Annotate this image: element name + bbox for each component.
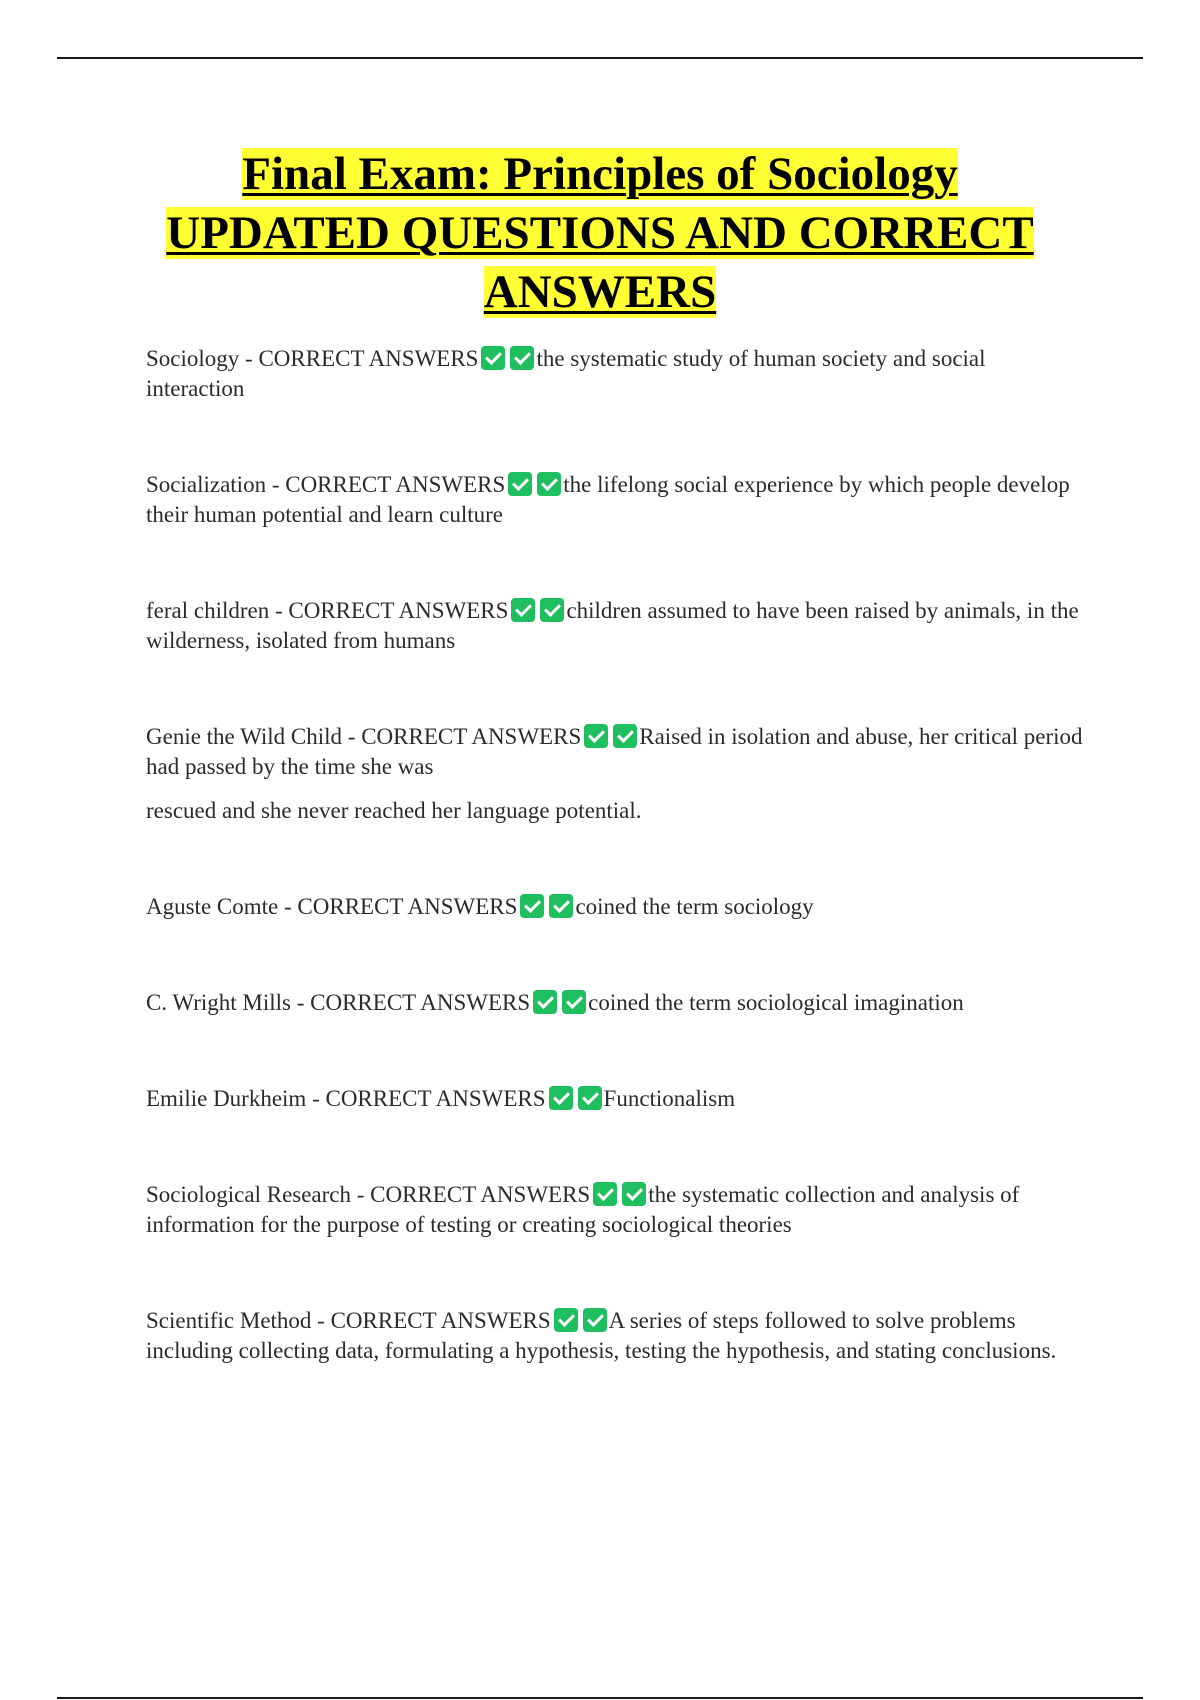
check-mark-icon: [508, 472, 532, 496]
qa-entry-comte: [146, 892, 1086, 922]
check-mark-icon: [533, 990, 557, 1014]
document-title: [120, 145, 1080, 322]
qa-definition: children assumed to have been raised by animals, in the wilderness, isolated from humans: [146, 598, 1079, 653]
qa-term: Socialization - CORRECT ANSWERS: [146, 472, 506, 497]
check-mark-icon: [578, 1086, 602, 1110]
qa-text: [146, 722, 1086, 782]
check-mark-icon: [549, 1086, 573, 1110]
qa-definition: the systematic collection and analysis of information for the purpose of testing or creating sociological theories: [146, 1182, 1020, 1237]
check-mark-icon: [593, 1182, 617, 1206]
qa-text: [146, 1306, 1086, 1366]
check-mark-icon: [549, 894, 573, 918]
check-mark-icon: [481, 346, 505, 370]
title-line-2: UPDATED QUESTIONS AND CORRECT: [166, 207, 1034, 259]
qa-text: [146, 596, 1086, 656]
check-mark-icon: [584, 724, 608, 748]
qa-list: [146, 344, 1086, 1366]
qa-definition: coined the term sociological imagination: [588, 990, 964, 1015]
check-mark-icon: [511, 598, 535, 622]
qa-entry-mills: [146, 988, 1086, 1018]
qa-text: [146, 892, 1086, 922]
top-divider: [57, 57, 1143, 59]
qa-definition: Functionalism: [603, 1086, 736, 1111]
check-mark-icon: [520, 894, 544, 918]
qa-entry-sociology: [146, 344, 1086, 404]
qa-entry-genie: [146, 722, 1086, 826]
qa-text: [146, 988, 1086, 1018]
qa-definition: the lifelong social experience by which people develop their human potential and learn culture: [146, 472, 1070, 527]
title-line-3: ANSWERS: [483, 266, 717, 318]
qa-entry-durkheim: [146, 1084, 1086, 1114]
qa-definition: coined the term sociology: [575, 894, 814, 919]
qa-text: [146, 1084, 1086, 1114]
qa-term: Scientific Method - CORRECT ANSWERS: [146, 1308, 551, 1333]
qa-term: Aguste Comte - CORRECT ANSWERS: [146, 894, 518, 919]
qa-text: [146, 1180, 1086, 1240]
qa-entry-scientific-method: [146, 1306, 1086, 1366]
check-mark-icon: [562, 990, 586, 1014]
qa-definition: the systematic study of human society and social interaction: [146, 346, 986, 401]
title-line-1: Final Exam: Principles of Sociology: [242, 148, 958, 200]
check-mark-icon: [510, 346, 534, 370]
qa-text: [146, 344, 1086, 404]
qa-entry-sociological-research: [146, 1180, 1086, 1240]
qa-continuation: rescued and she never reached her language potential.: [146, 798, 642, 823]
check-mark-icon: [613, 724, 637, 748]
qa-term: Sociology - CORRECT ANSWERS: [146, 346, 479, 371]
qa-text: [146, 470, 1086, 530]
qa-entry-socialization: [146, 470, 1086, 530]
qa-term: C. Wright Mills - CORRECT ANSWERS: [146, 990, 531, 1015]
check-mark-icon: [540, 598, 564, 622]
check-mark-icon: [554, 1308, 578, 1332]
check-mark-icon: [537, 472, 561, 496]
qa-definition: A series of steps followed to solve problems including collecting data, formulating a hypothesis, testing the hypothesis, and stating conclusions.: [146, 1308, 1057, 1363]
qa-entry-feral-children: [146, 596, 1086, 656]
qa-term: Genie the Wild Child - CORRECT ANSWERS: [146, 724, 582, 749]
qa-definition: Raised in isolation and abuse, her critical period had passed by the time she was: [146, 724, 1083, 779]
check-mark-icon: [583, 1308, 607, 1332]
bottom-divider: [57, 1697, 1143, 1699]
qa-term: Emilie Durkheim - CORRECT ANSWERS: [146, 1086, 546, 1111]
check-mark-icon: [622, 1182, 646, 1206]
qa-term: feral children - CORRECT ANSWERS: [146, 598, 509, 623]
qa-term: Sociological Research - CORRECT ANSWERS: [146, 1182, 591, 1207]
